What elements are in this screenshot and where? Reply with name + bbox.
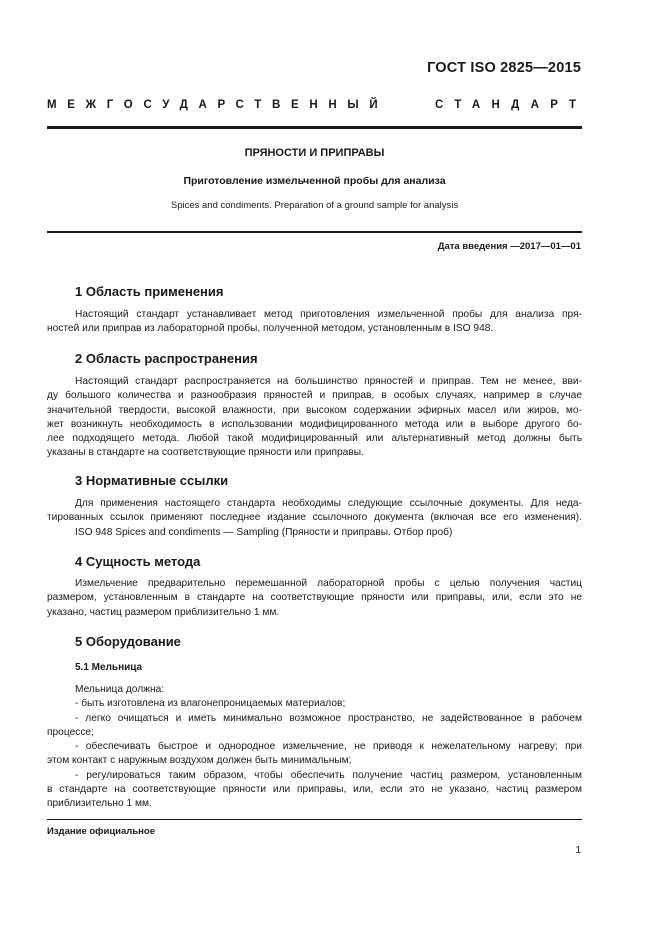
text-line: жет возникнуть необходимость в использовании модифицированного метода или в выборе другого бо- bbox=[47, 418, 582, 430]
official-edition-label: Издание официальное bbox=[47, 826, 155, 837]
text-line: приблизительно 1 мм. bbox=[47, 798, 152, 810]
title-english: Spices and condiments. Preparation of a ground sample for analysis bbox=[170, 200, 459, 211]
list-item: - обеспечивать быстрое и однородное измельчение, не приводя к нежелательному нагреву; при bbox=[75, 741, 582, 753]
text-line: Мельница должна: bbox=[75, 684, 165, 695]
list-item: - легко очищаться и иметь минимально возможное пространство, не задействованное в рабочем bbox=[75, 712, 582, 724]
text-line: Настоящий стандарт устанавливает метод приготовления измельченной пробы для анализа пря- bbox=[75, 309, 582, 320]
text-line: в стандарте на соответствующие пряности или приправы, или, если это не указано, частиц размером bbox=[47, 784, 582, 796]
banner-word-interstate: МЕЖГОСУДАРСТВЕННЫЙ bbox=[47, 99, 389, 111]
section-5-heading: 5 Оборудование bbox=[75, 634, 181, 649]
title-rule bbox=[47, 231, 582, 233]
section-2-heading: 2 Область распространения bbox=[75, 351, 258, 366]
section-2-text bbox=[47, 375, 582, 461]
text-line: ностей или приправ из лабораторной пробы, полученной методом, установленным в ISO 948. bbox=[47, 323, 494, 335]
date-of-introduction: Дата введения —2017—01—01 bbox=[437, 241, 581, 252]
text-line: указано, частиц размером приблизительно 1 мм. bbox=[47, 606, 280, 618]
text-line: значительной твердости, высокой влажности, при высоком содержании эфирных масел или жиров, мо- bbox=[47, 404, 582, 416]
text-line: размером, установленным в стандарте на соответствующие пряности или приправы, или, если это не bbox=[47, 592, 582, 604]
section-3-heading: 3 Нормативные ссылки bbox=[75, 473, 229, 488]
page-number: 1 bbox=[575, 845, 581, 856]
text-line: Настоящий стандарт распространяется на большинство пряностей и приправ. Тем не менее, вви- bbox=[75, 376, 582, 387]
text-line: указаны в стандарте на соответствующие пряности или приправы. bbox=[47, 447, 364, 459]
list-item: - регулироваться таким образом, чтобы обеспечить получение частиц размером, установленным bbox=[75, 769, 582, 781]
header-rule bbox=[47, 126, 582, 129]
section-3-text bbox=[47, 497, 582, 540]
section-5-1-text bbox=[47, 683, 582, 812]
subsection-5-1-heading: 5.1 Мельница bbox=[75, 662, 143, 673]
banner-word-standard: СТАНДАРТ bbox=[435, 99, 588, 111]
text-line: ду большого количества и разнообразия пряностей и приправ, в особых случаях, например в случае bbox=[47, 390, 582, 402]
section-4-text bbox=[47, 577, 582, 620]
footer-rule bbox=[47, 819, 582, 820]
document-code: ГОСТ ISO 2825—2015 bbox=[427, 60, 581, 76]
text-line: Для применения настоящего стандарта необходимы следующие ссылочные документы. Для неда- bbox=[75, 498, 582, 509]
section-4-heading: 4 Сущность метода bbox=[75, 554, 201, 569]
title-main: ПРЯНОСТИ И ПРИПРАВЫ bbox=[244, 147, 385, 159]
list-item: - быть изготовлена из влагонепроницаемых материалов; bbox=[75, 698, 346, 710]
section-1-text bbox=[47, 308, 582, 337]
text-line: тированных ссылок применяют последнее издание ссылочного документа (включая все его изменения). bbox=[47, 512, 582, 524]
text-line: этом контакт с наружным воздухом должен быть минимальным; bbox=[47, 755, 352, 767]
text-line: лее подходящего метода. Любой такой модифицированный или альтернативный метод должны быть bbox=[47, 433, 582, 445]
reference-iso-948: ISO 948 Spices and condiments — Sampling (Пряности и приправы. Отбор проб) bbox=[75, 526, 453, 538]
text-line: Измельчение предварительно перемешанной лабораторной пробы с целью получения частиц bbox=[75, 578, 582, 589]
title-subtitle: Приготовление измельченной пробы для анализа bbox=[183, 175, 446, 187]
text-line: процессе; bbox=[47, 726, 94, 738]
section-1-heading: 1 Область применения bbox=[75, 284, 224, 299]
